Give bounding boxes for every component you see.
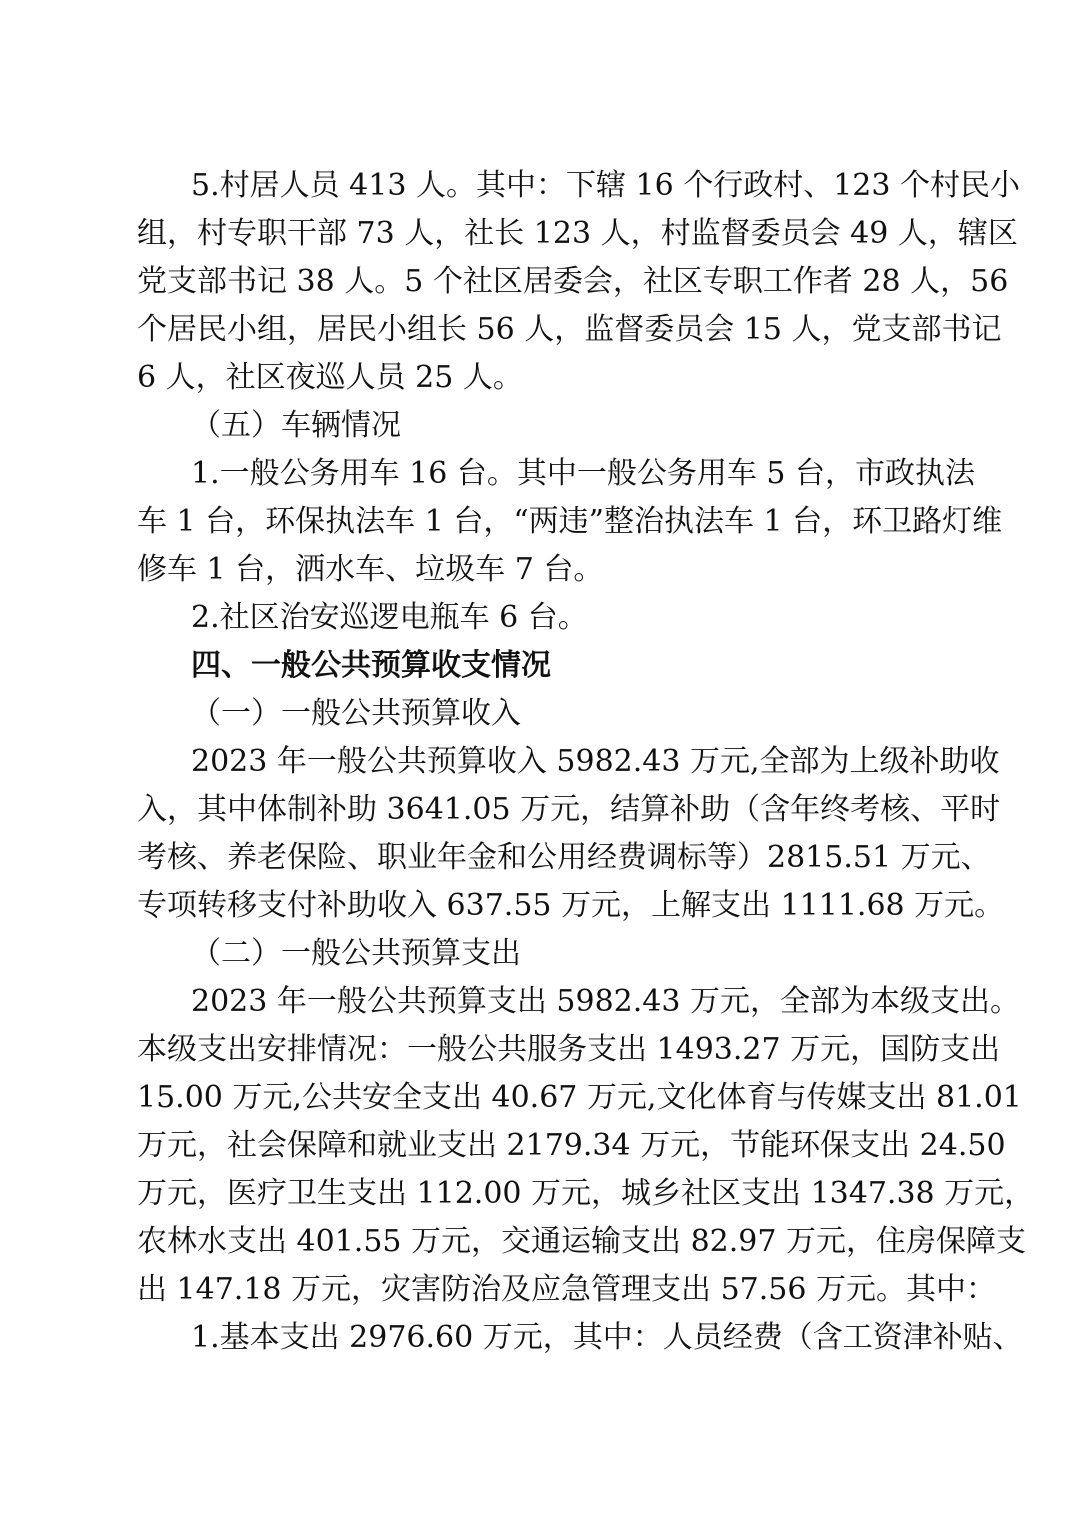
paragraph-village-staff-line-1: 5.村居人员 413 人。其中：下辖 16 个行政村、123 个村民小 [191, 168, 1020, 203]
paragraph-vehicles-line-3: 修车 1 台，洒水车、垃圾车 7 台。 [137, 552, 604, 587]
paragraph-village-staff-line-5: 6 人，社区夜巡人员 25 人。 [137, 360, 523, 395]
paragraph-expense-line-4: 万元，社会保障和就业支出 2179.34 万元，节能环保支出 24.50 [137, 1128, 1006, 1163]
paragraph-patrol-vehicles: 2.社区治安巡逻电瓶车 6 台。 [191, 600, 588, 635]
paragraph-vehicles-line-1: 1.一般公务用车 16 台。其中一般公务用车 5 台，市政执法 [191, 456, 976, 491]
paragraph-income-line-4: 专项转移支付补助收入 637.55 万元，上解支出 1111.68 万元。 [137, 888, 1005, 923]
paragraph-basic-expense: 1.基本支出 2976.60 万元，其中：人员经费（含工资津补贴、 [191, 1320, 1023, 1355]
paragraph-village-staff-line-2: 组，村专职干部 73 人，社长 123 人，村监督委员会 49 人，辖区 [137, 216, 1018, 251]
paragraph-income-line-3: 考核、养老保险、职业年金和公用经费调标等）2815.51 万元、 [137, 840, 991, 875]
paragraph-expense-line-2: 本级支出安排情况：一般公共服务支出 1493.27 万元，国防支出 [137, 1032, 1001, 1067]
paragraph-village-staff-line-3: 党支部书记 38 人。5 个社区居委会，社区专职工作者 28 人，56 [137, 264, 1009, 299]
paragraph-vehicles-line-2: 车 1 台，环保执法车 1 台，“两违”整治执法车 1 台，环卫路灯维 [137, 504, 1003, 539]
paragraph-income-line-1: 2023 年一般公共预算收入 5982.43 万元,全部为上级补助收 [191, 744, 1000, 779]
section-heading-budget: 四、一般公共预算收支情况 [191, 648, 551, 683]
paragraph-expense-line-7: 出 147.18 万元，灾害防治及应急管理支出 57.56 万元。其中： [137, 1272, 996, 1307]
paragraph-expense-line-3: 15.00 万元,公共安全支出 40.67 万元,文化体育与传媒支出 81.01 [137, 1080, 1022, 1115]
subheading-budget-income: （一）一般公共预算收入 [191, 696, 521, 731]
subheading-vehicles: （五）车辆情况 [191, 408, 401, 443]
paragraph-expense-line-5: 万元，医疗卫生支出 112.00 万元，城乡社区支出 1347.38 万元， [137, 1176, 1035, 1211]
paragraph-expense-line-6: 农林水支出 401.55 万元，交通运输支出 82.97 万元，住房保障支 [137, 1224, 1026, 1259]
paragraph-expense-line-1: 2023 年一般公共预算支出 5982.43 万元，全部为本级支出。 [191, 984, 1021, 1019]
paragraph-village-staff-line-4: 个居民小组，居民小组长 56 人，监督委员会 15 人，党支部书记 [137, 312, 1002, 347]
subheading-budget-expense: （二）一般公共预算支出 [191, 936, 521, 971]
paragraph-income-line-2: 入，其中体制补助 3641.05 万元，结算补助（含年终考核、平时 [137, 792, 1001, 827]
